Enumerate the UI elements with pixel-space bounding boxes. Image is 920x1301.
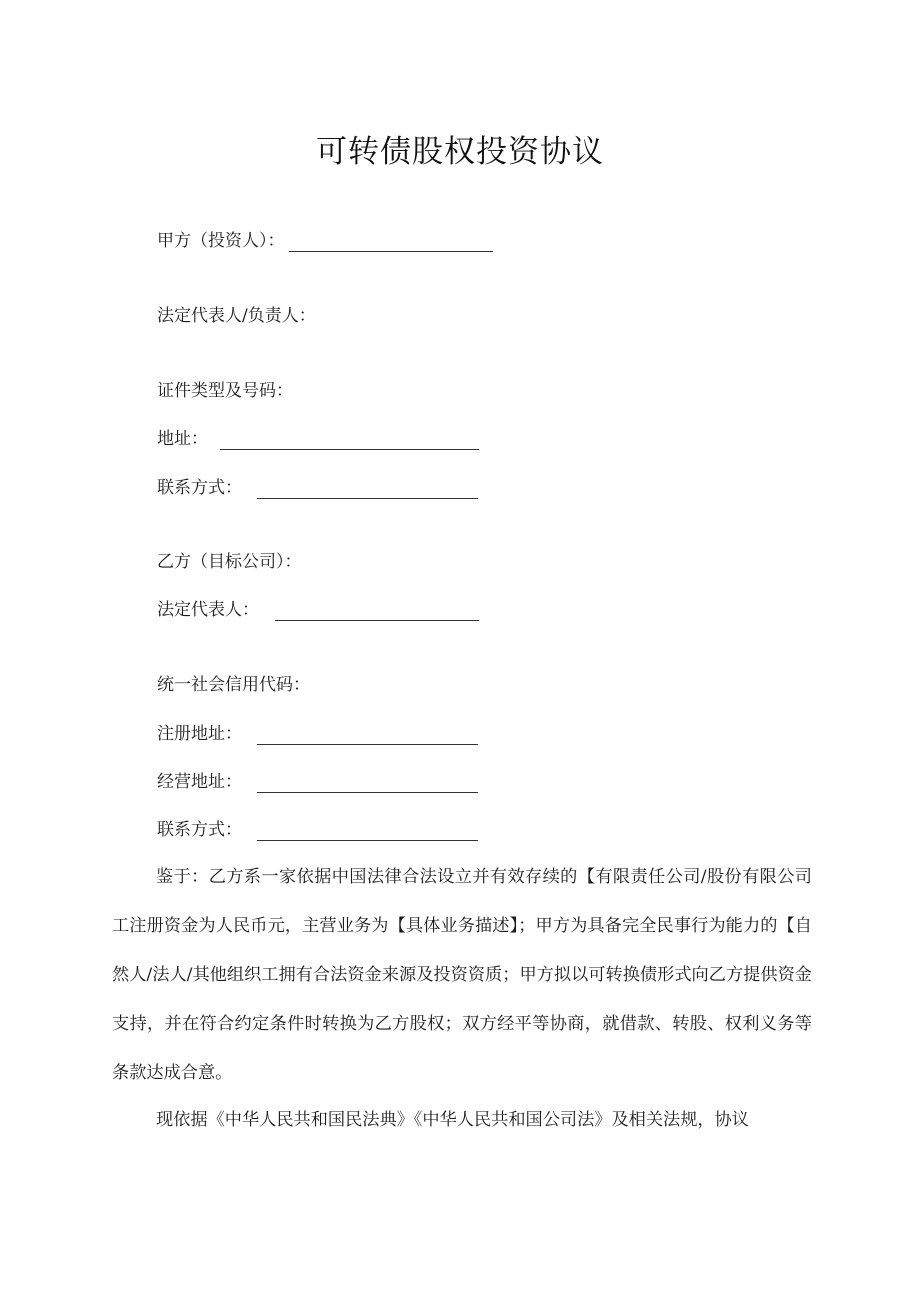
party-b-heading: 乙方（目标公司）： [157, 552, 302, 572]
recital-paragraph: 鉴于：乙方系一家依据中国法律合法设立并有效存续的【有限责任公司/股份有限公司工注册资金为人民币元，主营业务为【具体业务描述】；甲方为具备完全民事行为能力的【自然人/法人/其他组织工拥有合法资金来源及投资资质；甲方拟以可转换债形式向乙方提供资金支持，并在符合约定条件时转换为乙方股权；双方经平等协商，就借款、转股、权利义务等条款达成合意。 [112, 867, 812, 1083]
party-a-legal-rep-row [157, 305, 316, 327]
party-b-legal-rep-label: 法定代表人： [157, 600, 259, 620]
party-b-contact-line[interactable] [257, 824, 478, 841]
party-a-contact-line[interactable] [257, 482, 478, 499]
party-b-contact-label: 联系方式： [157, 820, 242, 840]
party-a-name-line[interactable] [289, 235, 493, 252]
party-b-biz-address-line[interactable] [257, 776, 478, 793]
basis-paragraph: 现依据《中华人民共和国民法典》《中华人民共和国公司法》及相关法规，协议 [156, 1110, 749, 1130]
party-a-heading: 甲方（投资人）： [157, 231, 285, 251]
party-a-legal-rep-label: 法定代表人/负责人： [157, 306, 316, 326]
document-title: 可转债股权投资协议 [316, 134, 604, 170]
party-b-contact-row [157, 819, 478, 841]
party-a-id-row [157, 380, 293, 402]
party-a-heading-row [157, 230, 493, 252]
party-b-biz-address-row [157, 771, 478, 793]
party-b-credit-code-row [157, 674, 310, 696]
party-b-reg-address-label: 注册地址： [157, 724, 242, 744]
party-b-legal-rep-line[interactable] [275, 604, 479, 621]
party-b-legal-rep-row [157, 599, 479, 621]
party-a-address-label: 地址： [157, 429, 208, 449]
party-b-reg-address-row [157, 723, 478, 745]
party-a-address-line[interactable] [220, 433, 479, 450]
party-b-reg-address-line[interactable] [257, 728, 478, 745]
party-b-credit-code-label: 统一社会信用代码： [157, 675, 310, 695]
party-a-contact-row [157, 477, 478, 499]
party-a-address-row [157, 428, 479, 450]
party-a-contact-label: 联系方式： [157, 478, 242, 498]
party-b-heading-row [157, 551, 302, 573]
party-a-id-label: 证件类型及号码： [157, 381, 293, 401]
party-b-biz-address-label: 经营地址： [157, 772, 242, 792]
